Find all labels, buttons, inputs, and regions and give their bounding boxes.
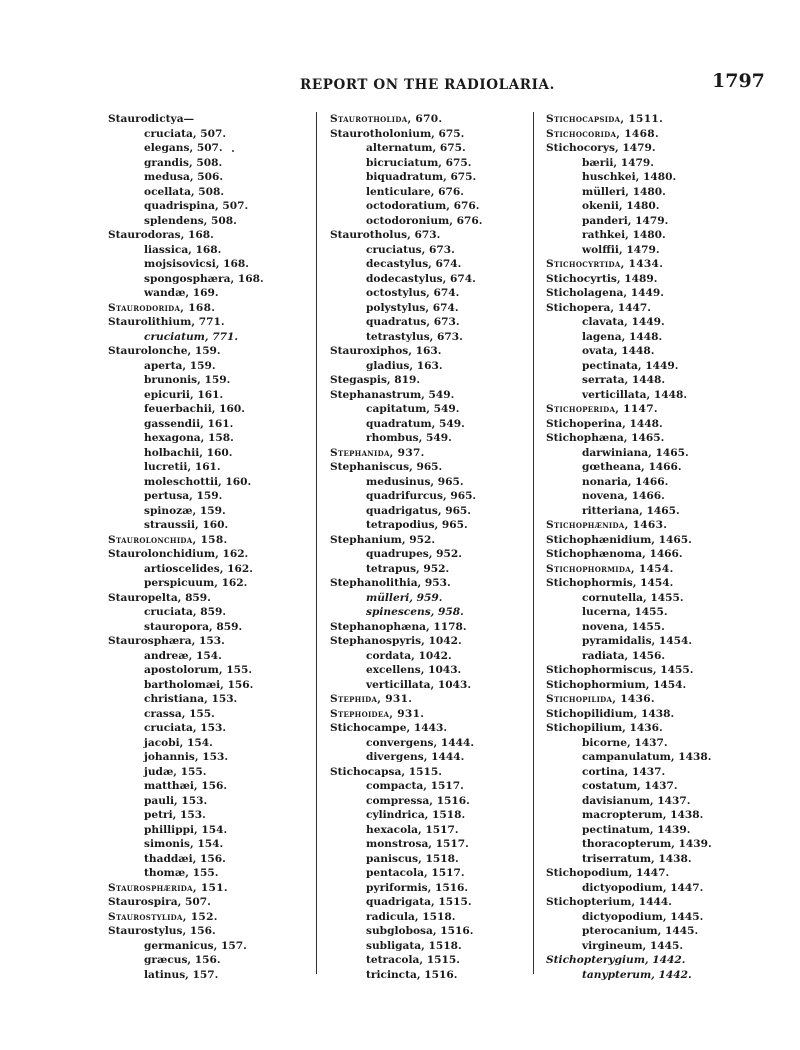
index-subentry: gladius, 163. xyxy=(366,359,443,372)
index-heading-entry: Stephanium, 952. xyxy=(330,533,436,546)
index-subentry: octodoronium, 676. xyxy=(366,214,483,227)
index-subentry: macropterum, 1438. xyxy=(582,809,704,821)
index-subentry: wolffii, 1479. xyxy=(582,243,660,256)
index-subentry: medusinus, 965. xyxy=(366,475,464,488)
index-heading-entry: Staurostylus, 156. xyxy=(108,925,216,937)
index-subentry: quadratum, 549. xyxy=(366,417,465,430)
index-subentry: straussii, 160. xyxy=(144,519,229,531)
index-subentry: pyramidalis, 1454. xyxy=(582,635,693,647)
index-subentry: thomæ, 155. xyxy=(144,867,219,879)
print-speck xyxy=(232,150,234,152)
index-subentry: christiana, 153. xyxy=(144,693,238,705)
index-subentry: johannis, 153. xyxy=(144,751,229,763)
index-heading-entry: Stichocorys, 1479. xyxy=(546,142,656,154)
index-heading-entry: Stichoperina, 1448. xyxy=(546,417,663,430)
index-heading-entry: Stegaspis, 819. xyxy=(330,374,421,386)
running-header-title: REPORT ON THE RADIOLARIA. xyxy=(300,77,555,93)
index-subentry: simonis, 154. xyxy=(144,838,224,850)
index-subentry: octostylus, 674. xyxy=(366,287,460,299)
index-subentry: quadrupes, 952. xyxy=(366,548,462,560)
index-subentry: pectinatum, 1439. xyxy=(582,823,691,836)
index-subentry: spongosphæra, 168. xyxy=(144,272,264,285)
index-subentry: radicula, 1518. xyxy=(366,910,456,923)
index-subentry: quadrifurcus, 965. xyxy=(366,490,477,502)
index-subentry: tetrastylus, 673. xyxy=(366,330,463,343)
index-subentry: mülleri, 959. xyxy=(366,591,443,604)
index-subentry: hexagona, 158. xyxy=(144,432,234,444)
index-heading-entry: Stichocyrtida, 1434. xyxy=(546,258,664,270)
index-heading-entry: Stichophormium, 1454. xyxy=(546,678,687,691)
index-subentry: tanypterum, 1442. xyxy=(582,968,692,981)
index-heading-entry: Stephanolithia, 953. xyxy=(330,577,451,589)
index-subentry: compressa, 1516. xyxy=(366,794,470,807)
index-column-1 xyxy=(108,112,308,982)
index-heading-entry: Stichocampe, 1443. xyxy=(330,722,448,734)
index-subentry: divergens, 1444. xyxy=(366,751,465,763)
index-subentry: liassica, 168. xyxy=(144,243,222,256)
index-subentry: decastylus, 674. xyxy=(366,258,462,270)
index-subentry: costatum, 1437. xyxy=(582,780,678,792)
index-heading-entry: Stauropelta, 859. xyxy=(108,591,211,604)
index-subentry: tricincta, 1516. xyxy=(366,968,458,981)
index-subentry: græcus, 156. xyxy=(144,954,221,966)
index-subentry: compacta, 1517. xyxy=(366,780,464,792)
index-subentry: pterocanium, 1445. xyxy=(582,925,699,937)
index-subentry: cortina, 1437. xyxy=(582,765,666,778)
index-subentry: subligata, 1518. xyxy=(366,939,462,952)
index-heading-entry: Staurotholus, 673. xyxy=(330,229,441,241)
index-heading-entry: Stichophormiscus, 1455. xyxy=(546,664,694,676)
index-subentry: nonaria, 1466. xyxy=(582,475,669,488)
index-subentry: apostolorum, 155. xyxy=(144,664,253,676)
index-subentry: judæ, 155. xyxy=(144,765,207,778)
index-heading-entry: Stichopterium, 1444. xyxy=(546,896,672,908)
index-subentry: jacobi, 154. xyxy=(144,736,213,749)
index-subentry: cordata, 1042. xyxy=(366,649,452,662)
index-subentry: perspicuum, 162. xyxy=(144,577,248,589)
index-subentry: monstrosa, 1517. xyxy=(366,838,469,850)
index-heading-entry: Stephoidea, 931. xyxy=(330,707,425,720)
index-subentry: pertusa, 159. xyxy=(144,490,223,502)
index-subentry: thoracopterum, 1439. xyxy=(582,838,712,850)
index-subentry: quadrispina, 507. xyxy=(144,200,249,212)
index-heading-entry: Stichophæna, 1465. xyxy=(546,432,665,444)
index-heading-entry: Stichophænidium, 1465. xyxy=(546,533,692,546)
index-heading-entry: Stephaniscus, 965. xyxy=(330,461,443,473)
index-heading-entry: Stichocapsida, 1511. xyxy=(546,113,664,125)
index-subentry: lagena, 1448. xyxy=(582,330,663,343)
index-subentry: novena, 1466. xyxy=(582,490,665,502)
index-subentry: polystylus, 674. xyxy=(366,301,459,314)
index-subentry: matthæi, 156. xyxy=(144,780,228,792)
index-heading-entry: Stephanida, 937. xyxy=(330,446,425,459)
index-heading-entry: Staurosphærida, 151. xyxy=(108,881,228,894)
index-subentry: elegans, 507. xyxy=(144,142,223,154)
index-heading-entry: Staurotholida, 670. xyxy=(330,113,443,125)
index-subentry: pentacola, 1517. xyxy=(366,867,465,879)
index-subentry: medusa, 506. xyxy=(144,171,224,183)
index-subentry: feuerbachii, 160. xyxy=(144,403,245,415)
index-subentry: clavata, 1449. xyxy=(582,316,665,328)
index-heading-entry: Stephanospyris, 1042. xyxy=(330,635,462,647)
index-heading-entry: Staurodictya— xyxy=(108,113,195,125)
index-subentry: spinozæ, 159. xyxy=(144,504,226,517)
index-heading-entry: Staurolonchida, 158. xyxy=(108,533,228,546)
index-subentry: campanulatum, 1438. xyxy=(582,751,712,763)
index-subentry: convergens, 1444. xyxy=(366,736,475,749)
index-heading-entry: Stichophænida, 1463. xyxy=(546,519,668,531)
index-subentry: cruciatus, 673. xyxy=(366,243,455,256)
index-subentry: cruciata, 859. xyxy=(144,606,227,618)
index-heading-entry: Stichoperida, 1147. xyxy=(546,403,658,415)
index-column-2 xyxy=(330,112,530,982)
index-subentry: splendens, 508. xyxy=(144,214,237,227)
index-heading-entry: Stichophormida, 1454. xyxy=(546,562,674,575)
index-subentry: phillippi, 154. xyxy=(144,823,228,836)
index-subentry: serrata, 1448. xyxy=(582,374,666,386)
index-subentry: tetrapodius, 965. xyxy=(366,519,468,531)
index-subentry: bicorne, 1437. xyxy=(582,736,668,749)
index-subentry: cornutella, 1455. xyxy=(582,591,684,604)
index-subentry: lucretii, 161. xyxy=(144,461,221,473)
index-subentry: gassendii, 161. xyxy=(144,417,234,430)
index-subentry: verticillata, 1043. xyxy=(366,678,472,691)
index-subentry: verticillata, 1448. xyxy=(582,388,688,401)
index-subentry: bærii, 1479. xyxy=(582,156,654,169)
index-subentry: cruciatum, 771. xyxy=(144,330,239,343)
index-subentry: dodecastylus, 674. xyxy=(366,272,476,285)
index-subentry: brunonis, 159. xyxy=(144,374,231,386)
index-subentry: gœtheana, 1466. xyxy=(582,461,682,473)
index-subentry: alternatum, 675. xyxy=(366,142,466,154)
index-heading-entry: Staurodoras, 168. xyxy=(108,229,214,241)
index-subentry: rathkei, 1480. xyxy=(582,229,666,241)
index-subentry: excellens, 1043. xyxy=(366,664,462,676)
index-heading-entry: Staurolithium, 771. xyxy=(108,316,225,328)
index-heading-entry: Stephanastrum, 549. xyxy=(330,388,455,401)
index-subentry: spinescens, 958. xyxy=(366,606,464,618)
index-subentry: quadrigatus, 965. xyxy=(366,504,471,517)
index-subentry: biquadratum, 675. xyxy=(366,171,477,183)
index-subentry: cylindrica, 1518. xyxy=(366,809,466,821)
index-heading-entry: Stichopilidium, 1438. xyxy=(546,707,675,720)
index-subentry: tetrapus, 952. xyxy=(366,562,450,575)
column-divider xyxy=(316,112,317,974)
index-subentry: artioscelides, 162. xyxy=(144,562,253,575)
index-heading-entry: Stichopilida, 1436. xyxy=(546,693,655,705)
index-subentry: virgineum, 1445. xyxy=(582,939,684,952)
index-subentry: radiata, 1456. xyxy=(582,649,666,662)
index-heading-entry: Stephanophæna, 1178. xyxy=(330,620,467,633)
index-subentry: aperta, 159. xyxy=(144,359,216,372)
index-subentry: quadratus, 673. xyxy=(366,316,460,328)
index-subentry: moleschottii, 160. xyxy=(144,475,252,488)
index-subentry: hexacola, 1517. xyxy=(366,823,459,836)
index-heading-entry: Staurospira, 507. xyxy=(108,896,211,908)
index-subentry: octodoratium, 676. xyxy=(366,200,480,212)
index-subentry: lucerna, 1455. xyxy=(582,606,668,618)
index-subentry: ritteriana, 1465. xyxy=(582,504,680,517)
index-subentry: darwiniana, 1465. xyxy=(582,446,689,459)
index-subentry: dictyopodium, 1445. xyxy=(582,910,704,923)
column-divider xyxy=(533,112,534,974)
index-subentry: pectinata, 1449. xyxy=(582,359,679,372)
index-heading-entry: Stichopodium, 1447. xyxy=(546,867,670,879)
index-subentry: davisianum, 1437. xyxy=(582,794,691,807)
index-subentry: stauropora, 859. xyxy=(144,620,243,633)
index-subentry: petri, 153. xyxy=(144,809,206,821)
index-subentry: latinus, 157. xyxy=(144,968,219,981)
index-subentry: mojsisovicsi, 168. xyxy=(144,258,249,270)
index-subentry: tetracola, 1515. xyxy=(366,954,460,966)
index-heading-entry: Staurodorida, 168. xyxy=(108,301,216,314)
index-subentry: cruciata, 507. xyxy=(144,127,227,140)
index-heading-entry: Stichophormis, 1454. xyxy=(546,577,674,589)
index-subentry: rhombus, 549. xyxy=(366,432,452,444)
index-subentry: bicruciatum, 675. xyxy=(366,156,472,169)
index-subentry: grandis, 508. xyxy=(144,156,223,169)
index-heading-entry: Stauroxiphos, 163. xyxy=(330,345,442,357)
index-subentry: bartholomæi, 156. xyxy=(144,678,254,691)
index-subentry: ocellata, 508. xyxy=(144,185,225,198)
index-subentry: huschkei, 1480. xyxy=(582,171,677,183)
index-heading-entry: Stichocapsa, 1515. xyxy=(330,765,442,778)
index-heading-entry: Staurotholonium, 675. xyxy=(330,127,465,140)
index-subentry: crassa, 155. xyxy=(144,707,215,720)
index-subentry: mülleri, 1480. xyxy=(582,185,666,198)
index-heading-entry: Stichopterygium, 1442. xyxy=(546,954,686,966)
index-subentry: cruciata, 153. xyxy=(144,722,227,734)
index-subentry: novena, 1455. xyxy=(582,620,665,633)
index-subentry: subglobosa, 1516. xyxy=(366,925,474,937)
index-heading-entry: Staurolonchidium, 162. xyxy=(108,548,249,560)
index-subentry: panderi, 1479. xyxy=(582,214,669,227)
index-subentry: andreæ, 154. xyxy=(144,649,222,662)
index-subentry: pauli, 153. xyxy=(144,794,208,807)
index-heading-entry: Stichocorida, 1468. xyxy=(546,127,659,140)
index-subentry: thaddæi, 156. xyxy=(144,852,226,865)
index-heading-entry: Sticholagena, 1449. xyxy=(546,287,664,299)
index-subentry: okenii, 1480. xyxy=(582,200,660,212)
index-heading-entry: Stichopilium, 1436. xyxy=(546,722,663,734)
index-subentry: quadrigata, 1515. xyxy=(366,896,472,908)
index-heading-entry: Staurosphæra, 153. xyxy=(108,635,225,647)
index-heading-entry: Staurostylida, 152. xyxy=(108,910,218,923)
index-subentry: capitatum, 549. xyxy=(366,403,460,415)
index-subentry: triserratum, 1438. xyxy=(582,852,692,865)
index-subentry: pyriformis, 1516. xyxy=(366,881,469,894)
index-heading-entry: Stephida, 931. xyxy=(330,693,413,705)
index-heading-entry: Stichopera, 1447. xyxy=(546,301,651,314)
page-number: 1797 xyxy=(712,70,765,92)
index-heading-entry: Stichophænoma, 1466. xyxy=(546,548,683,560)
index-column-3 xyxy=(546,112,746,982)
index-subentry: holbachii, 160. xyxy=(144,446,233,459)
index-subentry: ovata, 1448. xyxy=(582,345,655,357)
index-subentry: wandæ, 169. xyxy=(144,287,219,299)
index-subentry: dictyopodium, 1447. xyxy=(582,881,704,894)
index-heading-entry: Stichocyrtis, 1489. xyxy=(546,272,658,285)
index-subentry: epicurii, 161. xyxy=(144,388,224,401)
index-heading-entry: Staurolonche, 159. xyxy=(108,345,221,357)
index-subentry: lenticulare, 676. xyxy=(366,185,464,198)
index-subentry: paniscus, 1518. xyxy=(366,852,459,865)
index-subentry: germanicus, 157. xyxy=(144,939,247,952)
